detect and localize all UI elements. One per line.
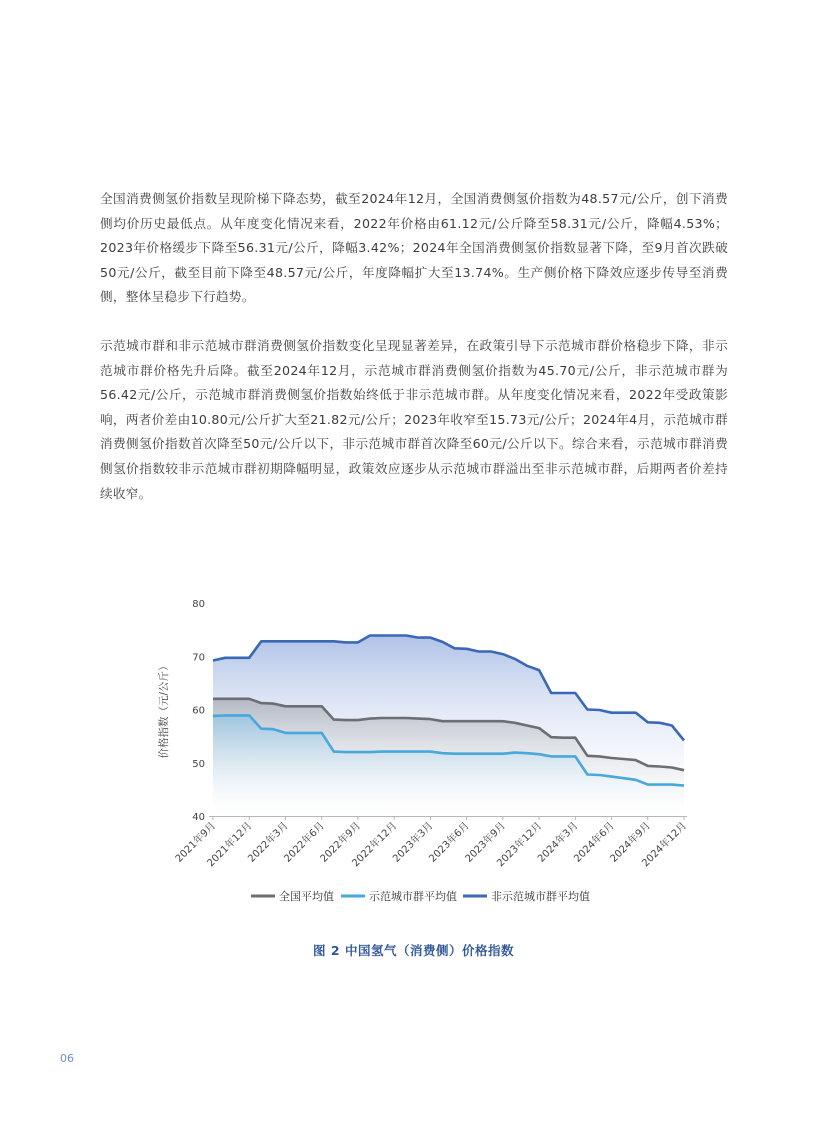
x-tick-label: 2022年12月 xyxy=(350,820,400,870)
legend-label-1: 示范城市群平均值 xyxy=(369,890,457,903)
x-tick-label: 2022年9月 xyxy=(318,820,364,865)
x-tick-label: 2023年9月 xyxy=(463,820,508,865)
x-tick-label: 2024年9月 xyxy=(608,820,653,865)
x-tick-label: 2023年3月 xyxy=(391,820,436,865)
figure-caption: 图 2 中国氢气（消费侧）价格指数 xyxy=(313,943,514,958)
x-tick-label: 2021年9月 xyxy=(173,820,219,865)
x-tick-label: 2022年6月 xyxy=(282,820,327,865)
x-tick-label: 2021年12月 xyxy=(205,820,255,870)
y-tick-label: 50 xyxy=(192,758,205,770)
page-number: 06 xyxy=(60,1052,74,1065)
price-index-chart xyxy=(150,590,710,920)
x-tick-label: 2024年12月 xyxy=(640,820,690,870)
x-tick-label: 2023年6月 xyxy=(427,820,472,865)
x-tick-label: 2023年12月 xyxy=(495,820,545,870)
y-tick-label: 60 xyxy=(192,705,205,717)
x-tick-label: 2024年6月 xyxy=(572,820,617,865)
legend-label-0: 全国平均值 xyxy=(279,890,334,903)
x-tick-label: 2022年3月 xyxy=(246,820,291,865)
y-tick-label: 80 xyxy=(192,599,205,610)
y-tick-label: 40 xyxy=(192,812,205,823)
x-tick-label: 2024年3月 xyxy=(536,820,581,865)
y-axis-label: 价格指数（元/公斤） xyxy=(158,660,170,759)
paragraph-national-price: 全国消费侧氢价指数呈现阶梯下降态势，截至2024年12月，全国消费侧氢价指数为48.57元/公斤，创下消费侧均价历史最低点。从年度变化情况来看，2022年价格由61.12元/公斤降至58.31元/公斤，降幅4.53%；2023年价格缓步下降至56.31元/公斤，降幅3.42%；2024年全国消费侧氢价指数显著下降，至9月首次跌破50元/公斤，截至目前下降至48.57元/公斤，年度降幅扩大至13.74%。生产侧价格下降效应逐步传导至消费侧，整体呈稳步下行趋势。 xyxy=(100,191,728,305)
y-tick-label: 70 xyxy=(192,652,205,664)
legend-label-2: 非示范城市群平均值 xyxy=(491,890,590,903)
paragraph-demo-vs-nondemo: 示范城市群和非示范城市群消费侧氢价指数变化呈现显著差异，在政策引导下示范城市群价格稳步下降，非示范城市群价格先升后降。截至2024年12月，示范城市群消费侧氢价指数为45.70元/公斤，非示范城市群为56.42元/公斤，示范城市群消费侧氢价指数始终低于非示范城市群。从年度变化情况来看，2022年受政策影响，两者价差由10.80元/公斤扩大至21.82元/公斤；2023年收窄至15.73元/公斤；2024年4月，示范城市群消费侧氢价指数首次降至50元/公斤以下，非示范城市群首次降至60元/公斤以下。综合来看，示范城市群消费侧氢价指数较非示范城市群初期降幅明显，政策效应逐步从示范城市群溢出至非示范城市群，后期两者价差持续收窄。 xyxy=(100,338,728,501)
